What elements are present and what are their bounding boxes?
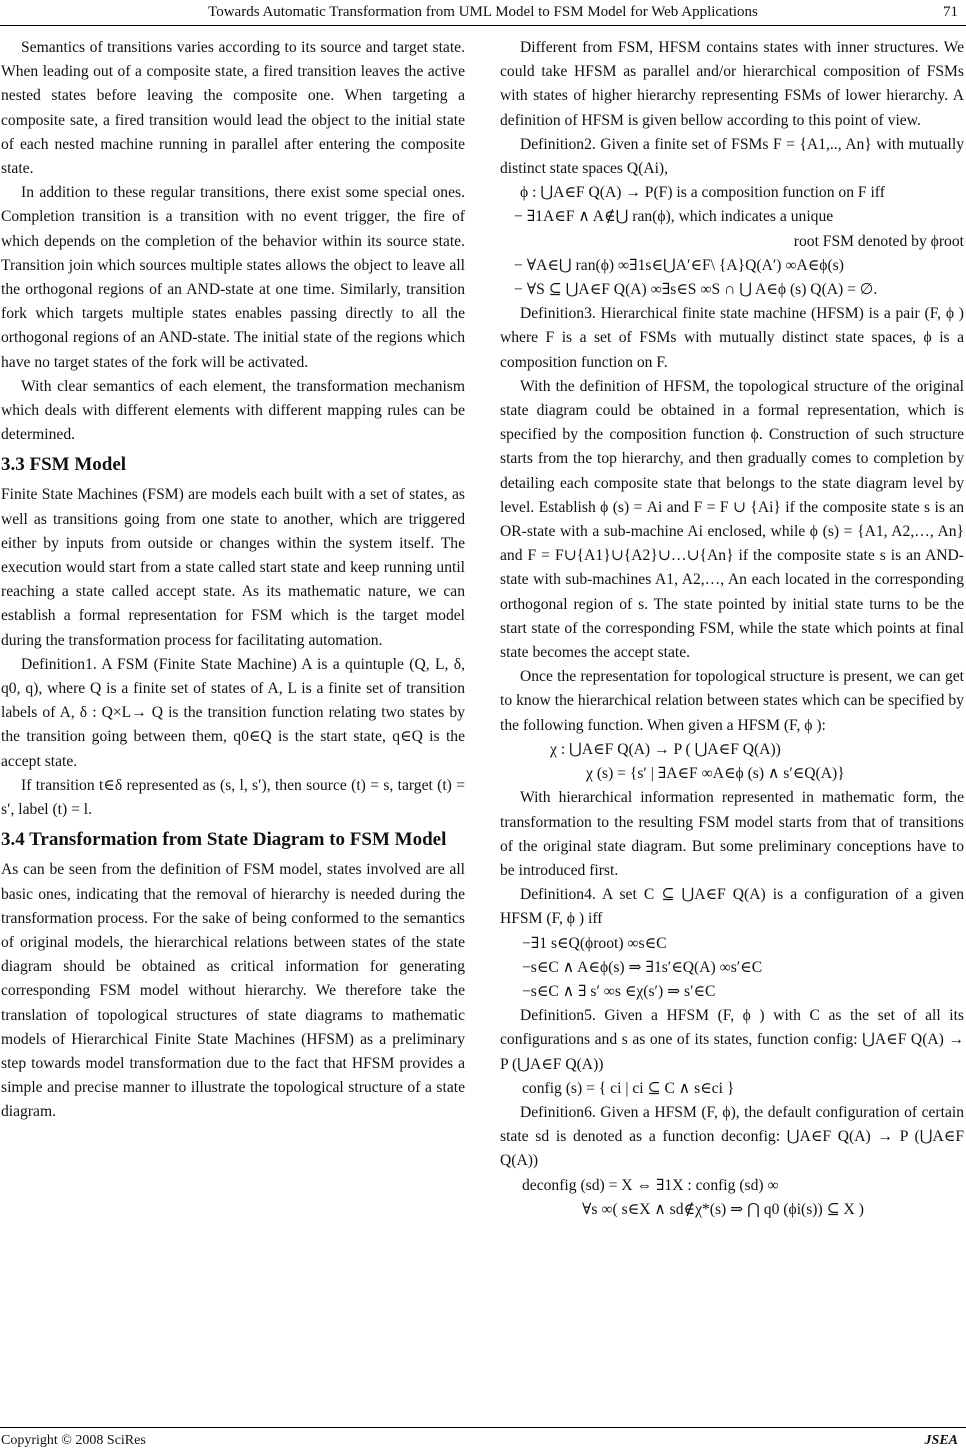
condition-root-denoted: root FSM denoted by ϕroot bbox=[793, 232, 964, 250]
condition-config-root: −∃1 s∈Q(ϕroot) ∞s∈C bbox=[522, 934, 667, 952]
section-heading-transformation: 3.4 Transformation from State Diagram to FSM Model bbox=[1, 829, 447, 851]
page-footer bbox=[0, 1425, 966, 1451]
paragraph-special-transitions: In addition to these regular transitions, there exist some special ones. Completion transition is a transition with no event trigger, the fire of which depends on the completion of the behavior within its source state. Transition join which sources multiple states allows the object to leave all the orthogonal regions of an AND-state at one time. Similarly, transition fork which targets multiple states enables passing directly to all the orthogonal regions of an AND-state. The initial state of the regions which have no target states of the fork will be activated. bbox=[1, 184, 465, 371]
paragraph-definition1: Definition1. A FSM (Finite State Machine) A is a quintuple (Q, L, δ, q0, q), where Q is a finite set of states of A, L is a finite set of transition labels of A, δ : Q×L→ Q is the transition function relating two states by the transition going between them, q0∈Q is the start state, q∈Q is the accept state. bbox=[1, 655, 465, 770]
paragraph-definition3: Definition3. Hierarchical finite state machine (HFSM) is a pair (F, ϕ ) where F is a set of FSMs with mutually distinct state spaces, ϕ is a composition function on F. bbox=[500, 305, 964, 371]
page-number: 71 bbox=[943, 4, 958, 20]
paragraph-transition-semantics: Semantics of transitions varies according to its source and target state. When leading out of a composite state, a fired transition leaves the active nested states before leaving the composite one. When targeting a composite sate, a fired transition would lead the object to the initial state of each nested machine running in parallel after entering the composite state. bbox=[1, 39, 465, 178]
paragraph-mapping-rules: With clear semantics of each element, the transformation mechanism which deals with different elements with different mapping rules can be determined. bbox=[1, 377, 465, 444]
paragraph-definition6: Definition6. Given a HFSM (F, ϕ), the default configuration of certain state sd is denoted as a function deconfig: ⋃A∈F Q(A) → P (⋃A∈F Q(A)) bbox=[500, 1103, 964, 1170]
header-rule bbox=[0, 25, 966, 26]
paragraph-hfsm-construction: With the definition of HFSM, the topological structure of the original state diagram could be obtained in a formal representation, which is specified by the composition function ϕ. Construction of such structure starts from the top hierarchy, and then gradually comes to completion by detailing each composite state that belongs to the state diagram level by level. Establish ϕ (s) = Ai and F = F ∪ {Ai} if the composite state s is an OR-state with a sub-machine Ai enclosed, while ϕ (s) = {A1, A2,…, An} and F = F∪{A1}∪{A2}∪…∪{An} if the composite state s is an AND-state with sub-machines A1, A2,…, An each located in the corresponding orthogonal region of s. The state pointed by initial state turns to be the start state of the corresponding FSM, while the state which points at final state becomes the accept state. bbox=[500, 377, 964, 662]
right-column bbox=[500, 36, 964, 1222]
equation-deconfig: deconfig (sd) = X ⇔ ∃1X : config (sd) ∞ bbox=[522, 1176, 779, 1194]
paragraph-hierarchy-removal: As can be seen from the definition of FSM model, states involved are all basic ones, indicating that the removal of hierarchy is needed during the transformation process. For the sake of being conformed to the semantics of original models, the hierarchical relations between states of the state diagram should be obtained as critical information for generating corresponding FSM model without hierarchy. We therefore take the translation of topological structures of state diagrams to mathematic models of Hierarchical Finite State Machines (HFSM) as a preliminary step towards model transformation due to the fact that HFSM provides a simple and precise manner to illustrate the topological structure of a state diagram. bbox=[1, 861, 465, 1121]
equation-config: config (s) = { ci | ci ⊆ C ∧ s∈ci } bbox=[522, 1079, 735, 1097]
paragraph-preliminary: With hierarchical information represented in mathematic form, the transformation to the resulting FSM model starts from that of transitions of the original state diagram. But some preliminary conceptions have to be introduced first. bbox=[500, 789, 964, 879]
paragraph-definition4: Definition4. A set C ⊆ ⋃A∈F Q(A) is a configuration of a given HFSM (F, ϕ ) iff bbox=[500, 886, 964, 928]
equation-chi-definition: χ (s) = {s′ | ∃A∈F ∞A∈ϕ (s) ∧ s′∈Q(A)} bbox=[586, 765, 845, 783]
paragraph-transition-notation: If transition t∈δ represented as (s, l, s′), then source (t) = s, target (t) = s′, label (t) = l. bbox=[1, 776, 465, 819]
paragraph-definition2: Definition2. Given a finite set of FSMs F = {A1,.., An} with mutually distinct state spaces Q(Ai), bbox=[500, 135, 964, 178]
condition-config-child: −s∈C ∧ A∈ϕ(s) ⇒ ∃1s′∈Q(A) ∞s′∈C bbox=[522, 958, 763, 976]
journal-name: JSEA bbox=[924, 1433, 958, 1448]
paragraph-hierarchical-relation: Once the representation for topological structure is present, we can get to know the hierarchical relation between states which can be specified by the following function. When given a HFSM (F, ϕ ): bbox=[500, 668, 964, 734]
paragraph-definition5: Definition5. Given a HFSM (F, ϕ ) with C as the set of all its configurations and s as one of its states, function config: ⋃A∈F Q(A) → P (⋃A∈F Q(A)) bbox=[500, 1007, 964, 1073]
section-heading-fsm-model: 3.3 FSM Model bbox=[1, 454, 127, 476]
paragraph-hfsm-intro: Different from FSM, HFSM contains states with inner structures. We could take HFSM as parallel and/or hierarchical composition of FSMs with states of higher hierarchy representing FSMs of lower hierarchy. A definition of HFSM is given bellow according to this point of view. bbox=[500, 39, 964, 129]
equation-chi-signature: χ : ⋃A∈F Q(A) → P ( ⋃A∈F Q(A)) bbox=[550, 740, 781, 758]
paragraph-composition-function: ϕ : ⋃A∈F Q(A) → P(F) is a composition function on F iff bbox=[520, 184, 885, 202]
condition-unique-parent: − ∀A∈⋃ ran(ϕ) ∞∃1s∈⋃A′∈F\ {A}Q(A′) ∞A∈ϕ(s) bbox=[514, 256, 844, 274]
left-column bbox=[1, 36, 465, 1125]
copyright-text: Copyright © 2008 SciRes bbox=[1, 1433, 146, 1448]
paragraph-fsm-intro: Finite State Machines (FSM) are models each built with a set of states, as well as transitions going from one state to another, which are triggered either by inputs from outside or changes within the system itself. The execution would start from a state called start state and keep running until reaching a state called accept state. As its mathematic nature, we can establish a formal representation for FSM which is the target model during the transformation process for facilitating automation. bbox=[1, 486, 465, 649]
condition-no-cycle: − ∀S ⊆ ⋃A∈F Q(A) ∞∃s∈S ∞S ∩ ⋃ A∈ϕ (s) Q(A) = ∅. bbox=[514, 281, 878, 299]
running-title: Towards Automatic Transformation from UML Model to FSM Model for Web Applications bbox=[208, 4, 758, 20]
condition-unique-root: − ∃1A∈F ∧ A∉⋃ ran(ϕ), which indicates a unique bbox=[514, 208, 834, 226]
condition-config-parent: −s∈C ∧ ∃ s′ ∞s ∈χ(s′) ⇒ s′∈C bbox=[522, 982, 716, 1000]
equation-deconfig-condition: ∀s ∞( s∈X ∧ sd∉χ*(s) ⇒ ⋂ q0 (ϕi(s)) ⊆ X ) bbox=[582, 1200, 864, 1218]
